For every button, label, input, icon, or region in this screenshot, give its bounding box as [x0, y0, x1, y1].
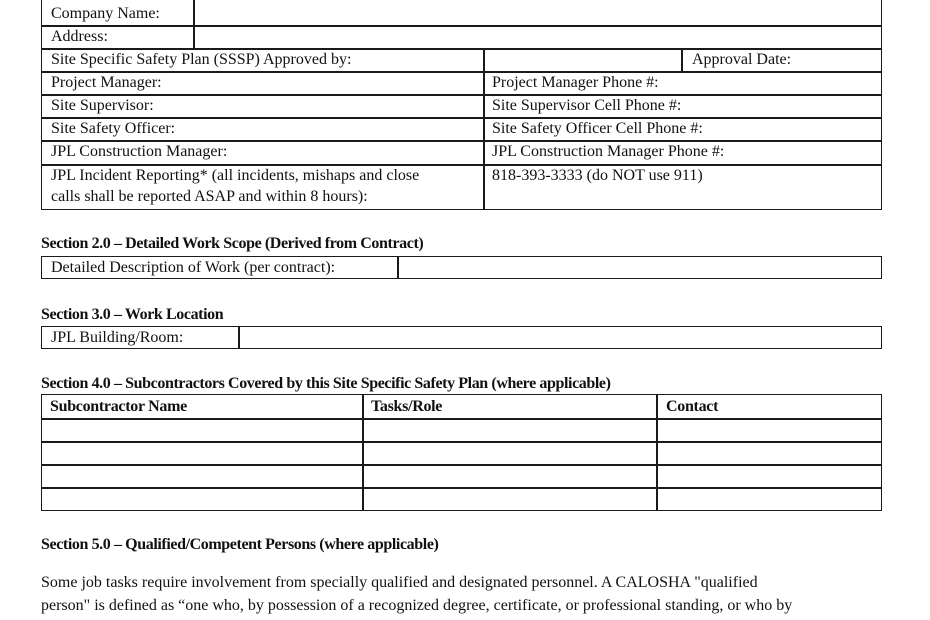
- building-room-label: JPL Building/Room:: [51, 329, 184, 346]
- incident-reporting-label-line2: calls shall be reported ASAP and within 8 hours):: [51, 188, 368, 205]
- column-header-subcontractor-name: Subcontractor Name: [50, 398, 187, 415]
- sssp-approved-by-label: Site Specific Safety Plan (SSSP) Approved by:: [51, 51, 352, 68]
- column-header-tasks-role: Tasks/Role: [371, 398, 443, 415]
- table-cell[interactable]: [364, 466, 655, 486]
- table-cell[interactable]: [43, 489, 361, 509]
- column-divider: [238, 326, 240, 349]
- section-5-heading: Section 5.0 – Qualified/Competent Persons (where applicable): [41, 536, 439, 553]
- section-2-heading: Section 2.0 – Detailed Work Scope (Derived from Contract): [41, 235, 424, 252]
- table-cell[interactable]: [658, 420, 880, 440]
- row-divider: [41, 71, 882, 73]
- section-5-paragraph-line2: person" is defined as “one who, by possession of a recognized degree, certificate, or professional standing, or who by: [41, 597, 793, 614]
- column-divider: [681, 48, 683, 72]
- jpl-construction-manager-phone-label: JPL Construction Manager Phone #:: [492, 143, 725, 160]
- site-safety-officer-label: Site Safety Officer:: [51, 120, 176, 137]
- jpl-construction-manager-label: JPL Construction Manager:: [51, 143, 228, 160]
- section-4-heading: Section 4.0 – Subcontractors Covered by this Site Specific Safety Plan (where applicable): [41, 375, 611, 392]
- table-cell[interactable]: [364, 443, 655, 463]
- approval-date-label: Approval Date:: [692, 51, 792, 68]
- table-cell[interactable]: [364, 489, 655, 509]
- address-field[interactable]: [195, 27, 880, 47]
- sssp-approved-by-field[interactable]: [485, 50, 680, 70]
- table-cell[interactable]: [658, 443, 880, 463]
- company-name-label: Company Name:: [51, 5, 160, 22]
- table-cell[interactable]: [658, 466, 880, 486]
- table-cell[interactable]: [364, 420, 655, 440]
- company-name-field[interactable]: [195, 0, 880, 24]
- table-cell[interactable]: [658, 489, 880, 509]
- column-header-contact: Contact: [666, 398, 719, 415]
- work-description-label: Detailed Description of Work (per contract):: [51, 259, 336, 276]
- address-label: Address:: [51, 28, 108, 45]
- column-divider: [483, 48, 485, 210]
- site-supervisor-phone-label: Site Supervisor Cell Phone #:: [492, 97, 682, 114]
- section-3-heading: Section 3.0 – Work Location: [41, 306, 224, 323]
- project-manager-label: Project Manager:: [51, 74, 162, 91]
- incident-reporting-label-line1: JPL Incident Reporting* (all incidents, mishaps and close: [51, 167, 420, 184]
- table-cell[interactable]: [43, 420, 361, 440]
- site-supervisor-label: Site Supervisor:: [51, 97, 154, 114]
- column-divider: [397, 256, 399, 279]
- work-description-field[interactable]: [400, 258, 880, 277]
- incident-reporting-phone: 818-393-3333 (do NOT use 911): [492, 167, 703, 184]
- table-cell[interactable]: [43, 466, 361, 486]
- building-room-field[interactable]: [241, 328, 880, 347]
- project-manager-phone-label: Project Manager Phone #:: [492, 74, 659, 91]
- site-safety-officer-phone-label: Site Safety Officer Cell Phone #:: [492, 120, 703, 137]
- table-cell[interactable]: [43, 443, 361, 463]
- section-5-paragraph-line1: Some job tasks require involvement from specially qualified and designated personnel. A CALOSHA "qualified: [41, 574, 758, 591]
- row-divider: [41, 94, 882, 96]
